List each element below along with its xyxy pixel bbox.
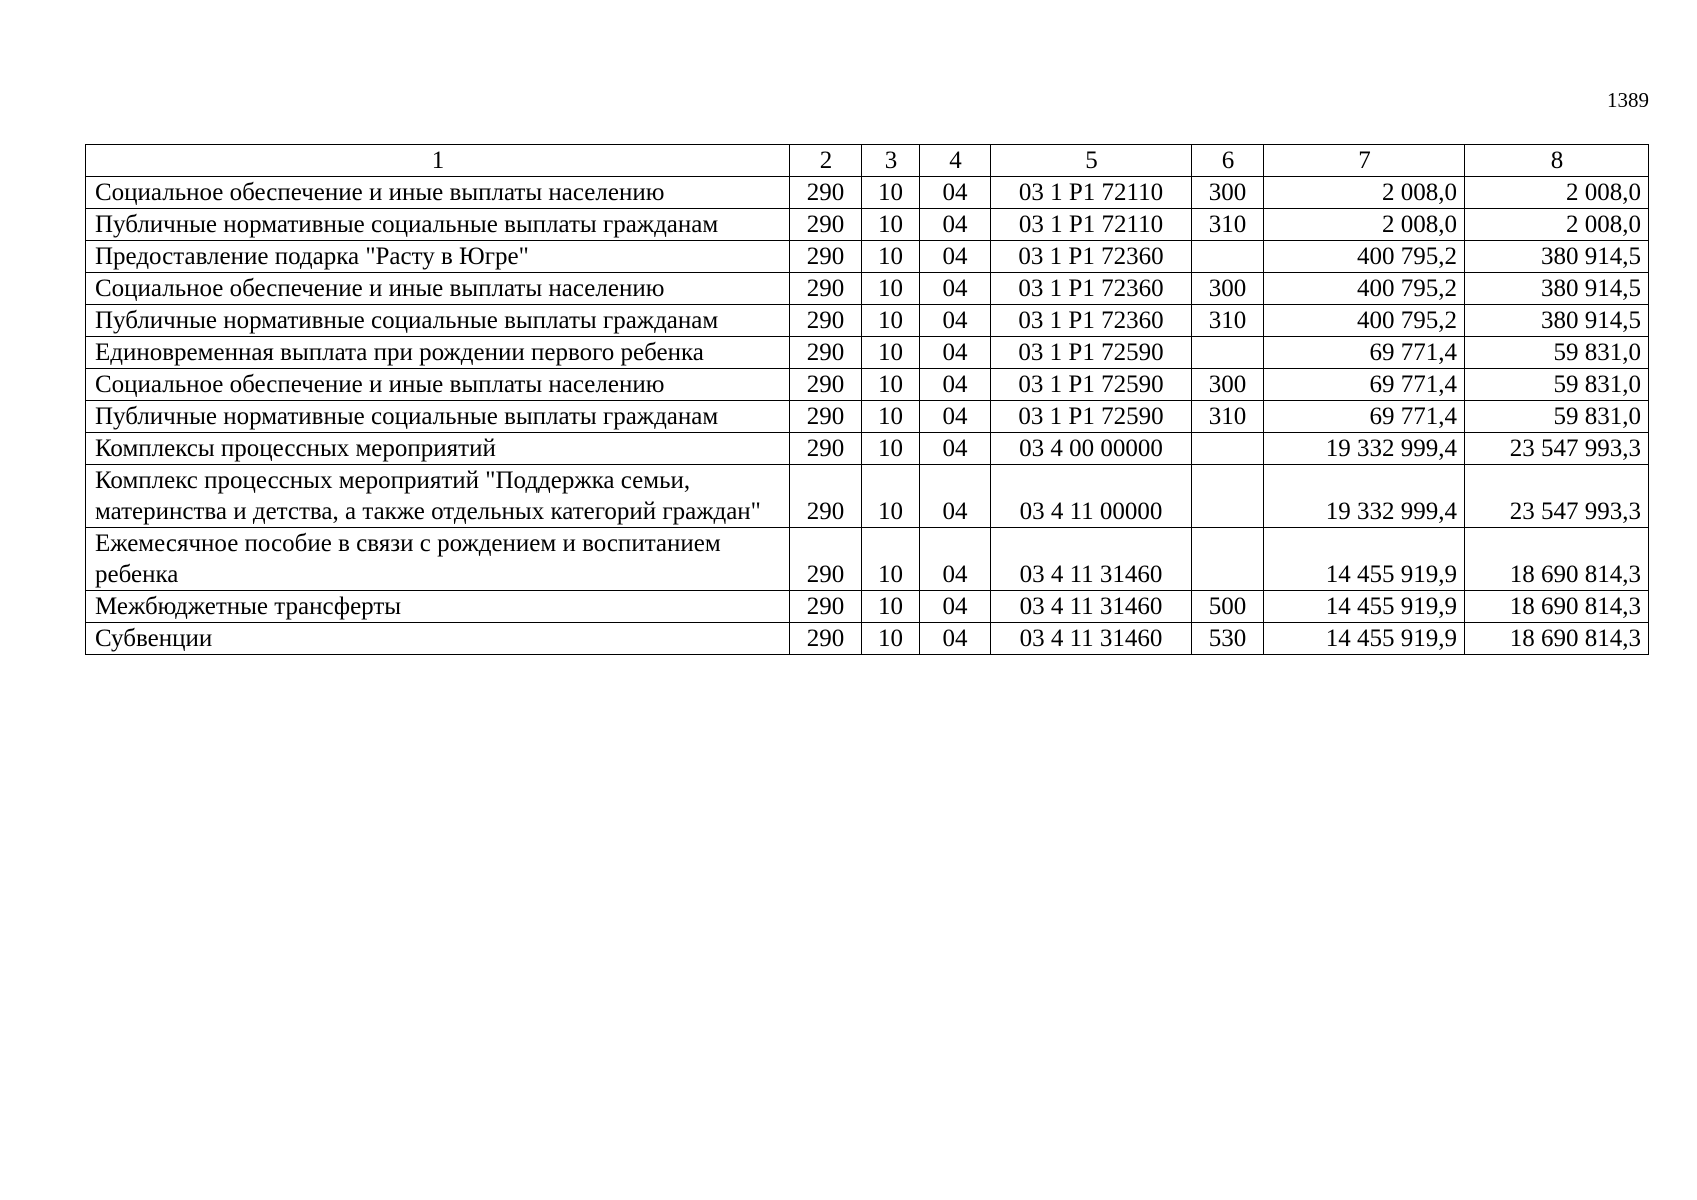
page-number: 1389 bbox=[1607, 88, 1649, 112]
amount-col7-cell: 400 795,2 bbox=[1264, 305, 1465, 337]
row-name-cell: Субвенции bbox=[86, 623, 790, 655]
section-cell: 10 bbox=[862, 241, 920, 273]
admin-code-cell: 290 bbox=[790, 623, 862, 655]
subsection-cell: 04 bbox=[920, 177, 991, 209]
expense-type-cell: 300 bbox=[1192, 273, 1264, 305]
amount-col7-cell: 19 332 999,4 bbox=[1264, 465, 1465, 528]
section-cell: 10 bbox=[862, 337, 920, 369]
header-cell: 4 bbox=[920, 145, 991, 177]
expense-type-cell: 500 bbox=[1192, 591, 1264, 623]
table-header-row bbox=[86, 145, 1649, 177]
section-cell: 10 bbox=[862, 623, 920, 655]
table-row bbox=[86, 177, 1649, 209]
amount-col8-cell: 59 831,0 bbox=[1465, 337, 1649, 369]
target-item-cell: 03 1 Р1 72110 bbox=[991, 177, 1192, 209]
amount-col7-cell: 14 455 919,9 bbox=[1264, 528, 1465, 591]
amount-col7-cell: 69 771,4 bbox=[1264, 401, 1465, 433]
target-item-cell: 03 4 11 00000 bbox=[991, 465, 1192, 528]
expense-type-cell: 310 bbox=[1192, 401, 1264, 433]
section-cell: 10 bbox=[862, 177, 920, 209]
expense-type-cell bbox=[1192, 465, 1264, 528]
target-item-cell: 03 1 Р1 72590 bbox=[991, 337, 1192, 369]
header-cell: 1 bbox=[86, 145, 790, 177]
amount-col8-cell: 23 547 993,3 bbox=[1465, 465, 1649, 528]
table-row bbox=[86, 305, 1649, 337]
admin-code-cell: 290 bbox=[790, 401, 862, 433]
admin-code-cell: 290 bbox=[790, 209, 862, 241]
table-row bbox=[86, 591, 1649, 623]
subsection-cell: 04 bbox=[920, 623, 991, 655]
row-name-cell: Публичные нормативные социальные выплаты гражданам bbox=[86, 401, 790, 433]
row-name-cell: Межбюджетные трансферты bbox=[86, 591, 790, 623]
row-name-cell: Публичные нормативные социальные выплаты гражданам bbox=[86, 209, 790, 241]
amount-col7-cell: 69 771,4 bbox=[1264, 337, 1465, 369]
section-cell: 10 bbox=[862, 591, 920, 623]
row-name-cell: Социальное обеспечение и иные выплаты населению bbox=[86, 177, 790, 209]
target-item-cell: 03 4 11 31460 bbox=[991, 623, 1192, 655]
table-row bbox=[86, 401, 1649, 433]
amount-col8-cell: 18 690 814,3 bbox=[1465, 528, 1649, 591]
table-body bbox=[86, 177, 1649, 655]
subsection-cell: 04 bbox=[920, 369, 991, 401]
header-cell: 2 bbox=[790, 145, 862, 177]
subsection-cell: 04 bbox=[920, 273, 991, 305]
budget-table bbox=[85, 144, 1649, 655]
subsection-cell: 04 bbox=[920, 209, 991, 241]
amount-col8-cell: 380 914,5 bbox=[1465, 273, 1649, 305]
section-cell: 10 bbox=[862, 401, 920, 433]
row-name-cell: Предоставление подарка "Расту в Югре" bbox=[86, 241, 790, 273]
amount-col8-cell: 380 914,5 bbox=[1465, 305, 1649, 337]
target-item-cell: 03 1 Р1 72110 bbox=[991, 209, 1192, 241]
amount-col7-cell: 69 771,4 bbox=[1264, 369, 1465, 401]
admin-code-cell: 290 bbox=[790, 241, 862, 273]
target-item-cell: 03 1 Р1 72590 bbox=[991, 369, 1192, 401]
subsection-cell: 04 bbox=[920, 337, 991, 369]
table-row bbox=[86, 433, 1649, 465]
target-item-cell: 03 1 Р1 72360 bbox=[991, 273, 1192, 305]
amount-col7-cell: 2 008,0 bbox=[1264, 177, 1465, 209]
header-cell: 6 bbox=[1192, 145, 1264, 177]
amount-col8-cell: 18 690 814,3 bbox=[1465, 623, 1649, 655]
section-cell: 10 bbox=[862, 209, 920, 241]
target-item-cell: 03 4 11 31460 bbox=[991, 591, 1192, 623]
row-name-cell: Публичные нормативные социальные выплаты гражданам bbox=[86, 305, 790, 337]
target-item-cell: 03 1 Р1 72360 bbox=[991, 241, 1192, 273]
table-row bbox=[86, 209, 1649, 241]
amount-col8-cell: 2 008,0 bbox=[1465, 177, 1649, 209]
section-cell: 10 bbox=[862, 369, 920, 401]
amount-col8-cell: 380 914,5 bbox=[1465, 241, 1649, 273]
expense-type-cell: 300 bbox=[1192, 369, 1264, 401]
row-name-cell: Социальное обеспечение и иные выплаты населению bbox=[86, 369, 790, 401]
amount-col7-cell: 400 795,2 bbox=[1264, 273, 1465, 305]
amount-col7-cell: 400 795,2 bbox=[1264, 241, 1465, 273]
admin-code-cell: 290 bbox=[790, 305, 862, 337]
amount-col8-cell: 23 547 993,3 bbox=[1465, 433, 1649, 465]
expense-type-cell bbox=[1192, 337, 1264, 369]
amount-col8-cell: 59 831,0 bbox=[1465, 369, 1649, 401]
row-name-cell: Социальное обеспечение и иные выплаты населению bbox=[86, 273, 790, 305]
admin-code-cell: 290 bbox=[790, 528, 862, 591]
table-row bbox=[86, 465, 1649, 528]
subsection-cell: 04 bbox=[920, 433, 991, 465]
table-row bbox=[86, 241, 1649, 273]
amount-col7-cell: 14 455 919,9 bbox=[1264, 623, 1465, 655]
section-cell: 10 bbox=[862, 433, 920, 465]
section-cell: 10 bbox=[862, 305, 920, 337]
expense-type-cell: 310 bbox=[1192, 305, 1264, 337]
subsection-cell: 04 bbox=[920, 241, 991, 273]
row-name-cell: Единовременная выплата при рождении первого ребенка bbox=[86, 337, 790, 369]
expense-type-cell bbox=[1192, 433, 1264, 465]
row-name-cell: Ежемесячное пособие в связи с рождением и воспитанием ребенка bbox=[86, 528, 790, 591]
table-row bbox=[86, 337, 1649, 369]
admin-code-cell: 290 bbox=[790, 591, 862, 623]
admin-code-cell: 290 bbox=[790, 433, 862, 465]
section-cell: 10 bbox=[862, 273, 920, 305]
expense-type-cell: 530 bbox=[1192, 623, 1264, 655]
section-cell: 10 bbox=[862, 465, 920, 528]
header-cell: 7 bbox=[1264, 145, 1465, 177]
header-cell: 5 bbox=[991, 145, 1192, 177]
admin-code-cell: 290 bbox=[790, 273, 862, 305]
subsection-cell: 04 bbox=[920, 305, 991, 337]
amount-col8-cell: 2 008,0 bbox=[1465, 209, 1649, 241]
table-row bbox=[86, 528, 1649, 591]
admin-code-cell: 290 bbox=[790, 337, 862, 369]
amount-col7-cell: 14 455 919,9 bbox=[1264, 591, 1465, 623]
section-cell: 10 bbox=[862, 528, 920, 591]
target-item-cell: 03 1 Р1 72590 bbox=[991, 401, 1192, 433]
amount-col7-cell: 2 008,0 bbox=[1264, 209, 1465, 241]
subsection-cell: 04 bbox=[920, 528, 991, 591]
row-name-cell: Комплексы процессных мероприятий bbox=[86, 433, 790, 465]
target-item-cell: 03 4 00 00000 bbox=[991, 433, 1192, 465]
subsection-cell: 04 bbox=[920, 401, 991, 433]
target-item-cell: 03 4 11 31460 bbox=[991, 528, 1192, 591]
amount-col8-cell: 18 690 814,3 bbox=[1465, 591, 1649, 623]
amount-col7-cell: 19 332 999,4 bbox=[1264, 433, 1465, 465]
header-cell: 8 bbox=[1465, 145, 1649, 177]
admin-code-cell: 290 bbox=[790, 465, 862, 528]
expense-type-cell: 300 bbox=[1192, 177, 1264, 209]
header-cell: 3 bbox=[862, 145, 920, 177]
target-item-cell: 03 1 Р1 72360 bbox=[991, 305, 1192, 337]
admin-code-cell: 290 bbox=[790, 369, 862, 401]
subsection-cell: 04 bbox=[920, 591, 991, 623]
subsection-cell: 04 bbox=[920, 465, 991, 528]
expense-type-cell bbox=[1192, 528, 1264, 591]
admin-code-cell: 290 bbox=[790, 177, 862, 209]
amount-col8-cell: 59 831,0 bbox=[1465, 401, 1649, 433]
table-row bbox=[86, 623, 1649, 655]
table-row bbox=[86, 369, 1649, 401]
row-name-cell: Комплекс процессных мероприятий "Поддержка семьи, материнства и детства, а также отдельных категорий граждан" bbox=[86, 465, 790, 528]
expense-type-cell bbox=[1192, 241, 1264, 273]
expense-type-cell: 310 bbox=[1192, 209, 1264, 241]
table-row bbox=[86, 273, 1649, 305]
